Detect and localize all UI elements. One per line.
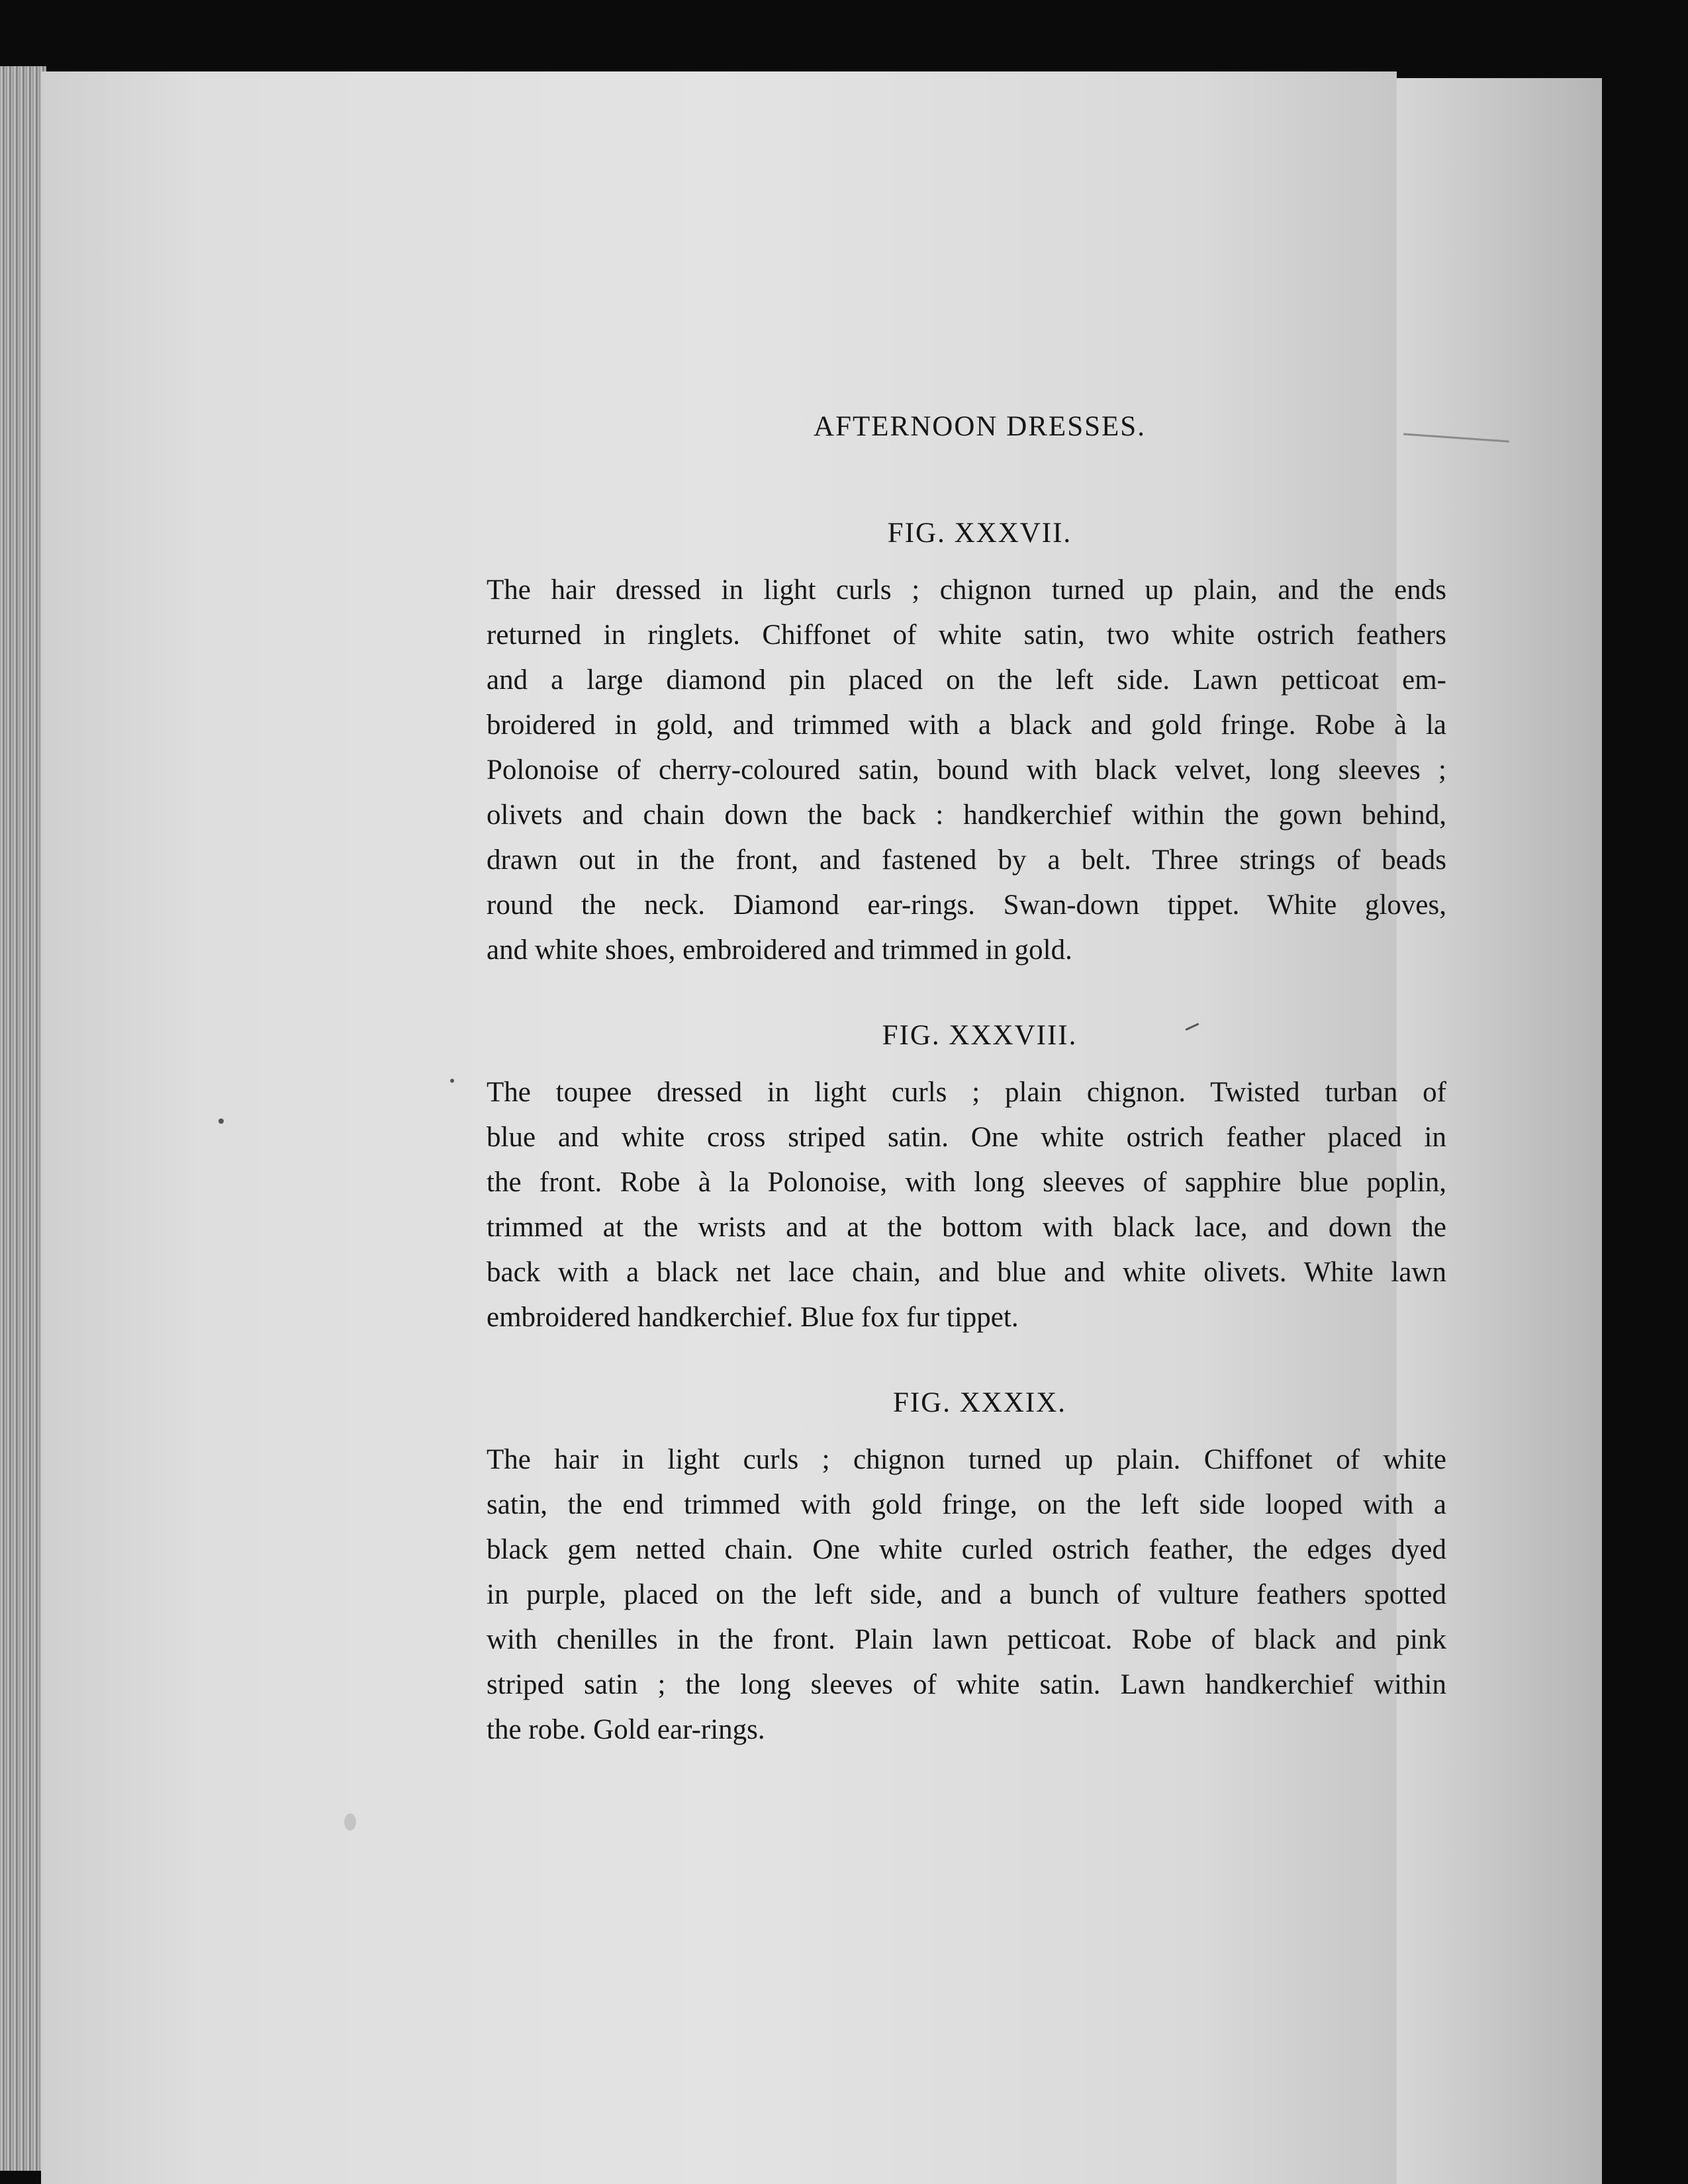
text-line: with chenilles in the front. Plain lawn petticoat. Robe of black and pink <box>487 1624 1446 1655</box>
text-line: the robe. Gold ear-rings. <box>487 1714 765 1745</box>
text-line: blue and white cross striped satin. One white ostrich feather placed in <box>487 1122 1446 1153</box>
figure-heading: FIG. XXXVIII. <box>882 1020 1078 1051</box>
text-line: broidered in gold, and trimmed with a black and gold fringe. Robe à la <box>487 709 1446 741</box>
text-line: olivets and chain down the back : handkerchief within the gown behind, <box>487 799 1446 831</box>
figure-block-38 <box>487 1019 1446 1340</box>
figure-description <box>487 1437 1446 1752</box>
ink-speck <box>218 1118 224 1124</box>
text-line: embroidered handkerchief. Blue fox fur tippet. <box>487 1302 1019 1333</box>
text-line: The toupee dressed in light curls ; plain chignon. Twisted turban of <box>487 1077 1446 1108</box>
text-line: striped satin ; the long sleeves of white satin. Lawn handkerchief within <box>487 1669 1446 1700</box>
ink-speck <box>450 1079 454 1083</box>
figure-heading: FIG. XXXIX. <box>892 1387 1067 1418</box>
text-line: drawn out in the front, and fastened by a belt. Three strings of beads <box>487 844 1446 876</box>
text-line: Polonoise of cherry-coloured satin, bound with black velvet, long sleeves ; <box>487 754 1446 786</box>
page-edge-stack <box>0 66 46 2171</box>
text-line: The hair dressed in light curls ; chignon turned up plain, and the ends <box>487 574 1446 606</box>
text-line: satin, the end trimmed with gold fringe, on the left side looped with a <box>487 1489 1446 1520</box>
text-line: black gem netted chain. One white curled ostrich feather, the edges dyed <box>487 1534 1446 1565</box>
text-line: trimmed at the wrists and at the bottom with black lace, and down the <box>487 1212 1446 1243</box>
text-line: the front. Robe à la Polonoise, with long sleeves of sapphire blue poplin, <box>487 1167 1446 1198</box>
text-line: back with a black net lace chain, and blue and white olivets. White lawn <box>487 1257 1446 1288</box>
figure-heading: FIG. XXXVII. <box>887 518 1072 549</box>
text-line: returned in ringlets. Chiffonet of white satin, two white ostrich feathers <box>487 619 1446 651</box>
paper-blemish <box>344 1813 356 1831</box>
text-line: The hair in light curls ; chignon turned up plain. Chiffonet of white <box>487 1444 1446 1475</box>
figure-description <box>487 1070 1446 1340</box>
figure-block-37 <box>487 517 1446 973</box>
text-line: in purple, placed on the left side, and a bunch of vulture feathers spotted <box>487 1579 1446 1610</box>
figure-description <box>487 568 1446 973</box>
figure-block-39 <box>487 1387 1446 1752</box>
text-line: and a large diamond pin placed on the left side. Lawn petticoat em- <box>487 664 1446 696</box>
text-block <box>487 410 1446 1799</box>
scan-border-right <box>1602 0 1688 2184</box>
text-line: and white shoes, embroidered and trimmed in gold. <box>487 934 1072 966</box>
section-title: AFTERNOON DRESSES. <box>814 411 1146 442</box>
text-line: round the neck. Diamond ear-rings. Swan-down tippet. White gloves, <box>487 889 1446 921</box>
